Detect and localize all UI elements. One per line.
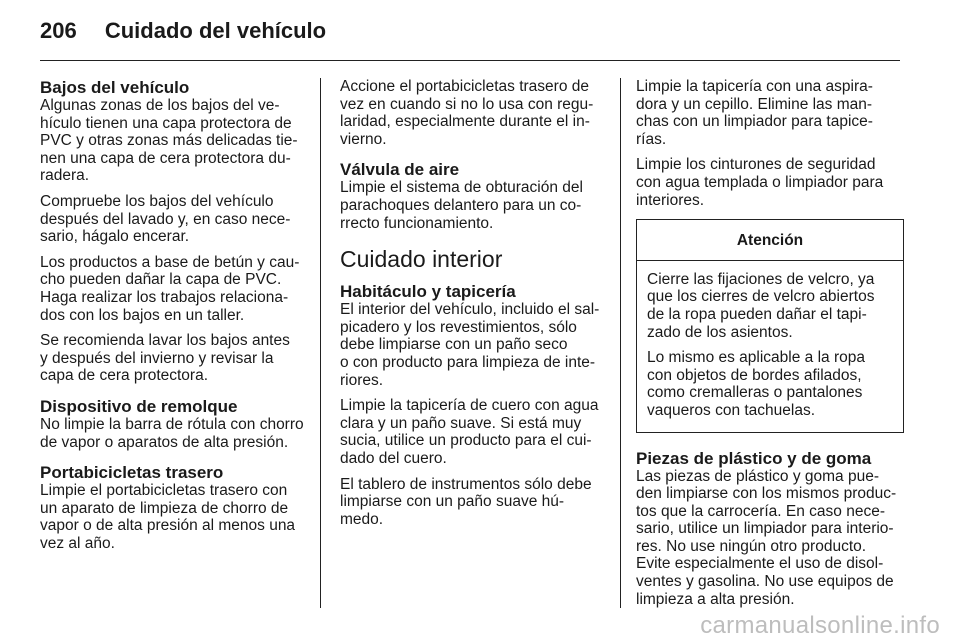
header-rule (40, 60, 900, 61)
column-divider-1 (320, 78, 321, 608)
paragraph: Limpie los cinturones de seguridad con agua templada o limpiador para interiores. (636, 156, 884, 209)
section-title-portabicicletas: Portabicicletas trasero (40, 463, 224, 483)
section-title-valvula: Válvula de aire (340, 160, 460, 180)
paragraph: Limpie la tapicería de cuero con agua clara y un paño suave. Si está muy sucia, utilice un producto para el cui- dado del cuero. (340, 397, 599, 467)
section-title-habitaculo: Habitáculo y tapicería (340, 282, 516, 302)
notice-paragraph: Lo mismo es aplicable a la ropa con objetos de bordes afilados, como cremalleras o pantalones vaqueros con tachuelas. (647, 349, 865, 419)
paragraph: Las piezas de plástico y goma pue- den limpiarse con los mismos produc- tos que la carrocería. En caso nece- sario, utilice un limpiador para interio- res. No use ningún otro producto. Evite especialmente el uso de disol- ventes y gasolina. No use equipos de limpieza a alta presión. (636, 467, 897, 608)
paragraph: Accione el portabicicletas trasero de vez en cuando si no lo usa con regu- laridad, especialmente durante el in- vierno. (340, 78, 594, 148)
notice-paragraph: Cierre las fijaciones de velcro, ya que los cierres de velcro abiertos de la ropa pueden dañar el tapi- zado de los asientos. (647, 270, 875, 341)
column-2 (340, 78, 605, 536)
paragraph: Algunas zonas de los bajos del ve- hículo tienen una capa protectora de PVC y otras zonas más delicadas tie- nen una capa de cera protectora du- radera. (40, 97, 298, 185)
paragraph: No limpie la barra de rótula con chorro de vapor o aparatos de alta presión. (40, 415, 304, 451)
page-header (40, 18, 326, 44)
paragraph: El interior del vehículo, incluido el sal- picadero y los revestimientos, sólo debe limpiarse con un paño seco o con producto para limpieza de inte- riores. (340, 301, 600, 389)
column-divider-2 (620, 78, 621, 608)
paragraph: Se recomienda lavar los bajos antes y después del invierno y revisar la capa de cera protectora. (40, 332, 290, 385)
section-title-bajos: Bajos del vehículo (40, 78, 190, 97)
column-1 (40, 78, 305, 562)
paragraph: Limpie el sistema de obturación del parachoques delantero para un co- rrecto funcionamiento. (340, 179, 583, 232)
paragraph: Compruebe los bajos del vehículo después del lavado y, en caso nece- sario, hágalo encerar. (40, 192, 291, 246)
page-number: 206 (40, 18, 77, 43)
paragraph: Limpie la tapicería con una aspira- dora y un cepillo. Elimine las man- chas con un limpiador para tapice- rías. (636, 78, 873, 148)
notice-box (636, 219, 904, 432)
column-3 (636, 78, 904, 616)
watermark: carmanualsonline.info (700, 612, 940, 639)
chapter-header-title: Cuidado del vehículo (104, 18, 327, 43)
paragraph: Los productos a base de betún y cau- cho pueden dañar la capa de PVC. Haga realizar los trabajos relaciona- dos con los bajos en un taller. (40, 253, 300, 324)
paragraph: Limpie el portabicicletas trasero con un aparato de limpieza de chorro de vapor o de alta presión al menos una vez al año. (40, 482, 296, 552)
chapter-title-cuidado-interior: Cuidado interior (340, 246, 503, 273)
section-title-remolque: Dispositivo de remolque (40, 396, 238, 416)
notice-title: Atención (637, 220, 903, 261)
section-title-plastico: Piezas de plástico y de goma (636, 448, 872, 468)
paragraph: El tablero de instrumentos sólo debe limpiarse con un paño suave hú- medo. (340, 475, 592, 528)
